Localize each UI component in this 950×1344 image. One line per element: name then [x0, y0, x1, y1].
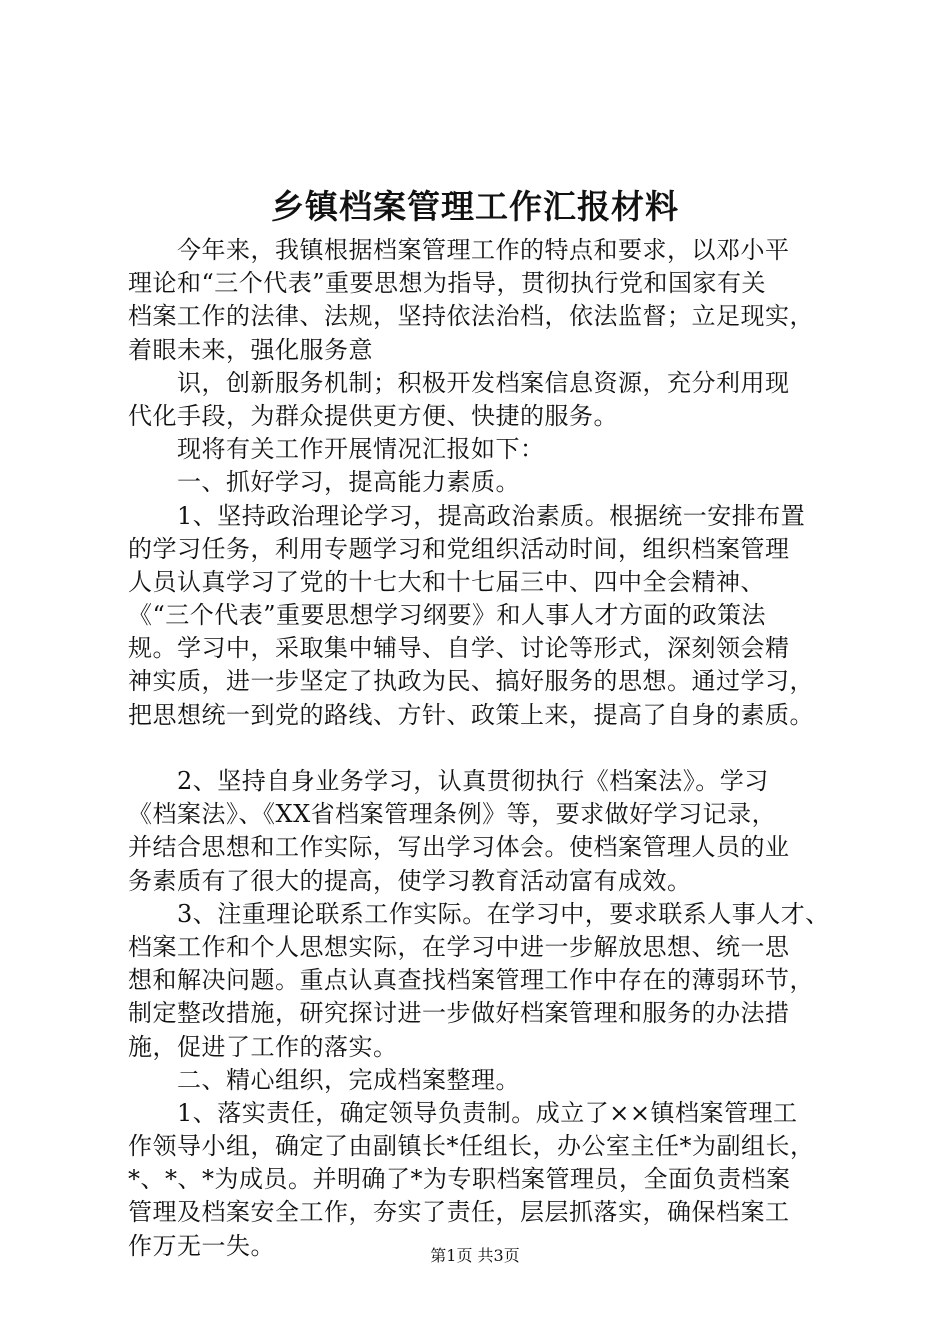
text-line: 2、坚持自身业务学习，认真贯彻执行《档案法》。学习 [128, 767, 769, 795]
page-number-footer: 第1页 共3页 [430, 1246, 520, 1265]
text-line: 管理及档案安全工作，夯实了责任，层层抓落实，确保档案工 [128, 1198, 790, 1227]
text-line: 理论和“三个代表”重要思想为指导，贯彻执行党和国家有关 [128, 269, 767, 298]
text-line: 把思想统一到党的路线、方针、政策上来，提高了自身的素质。 [128, 700, 814, 729]
text-line: 今年来，我镇根据档案管理工作的特点和要求，以邓小平 [128, 236, 790, 264]
text-line: *、*、*为成员。并明确了*为专职档案管理员，全面负责档案 [128, 1165, 791, 1194]
text-line: 想和解决问题。重点认真查找档案管理工作中存在的薄弱环节， [128, 966, 814, 995]
document-body [128, 234, 828, 1263]
section-heading: 一、抓好学习，提高能力素质。 [128, 468, 520, 497]
text-line: 《档案法》、《XX省档案管理条例》等，要求做好学习记录， [128, 800, 777, 829]
document-title: 乡镇档案管理工作汇报材料 [271, 187, 679, 226]
text-line: 作领导小组，确定了由副镇长*任组长，办公室主任*为副组长， [128, 1132, 815, 1161]
section-heading: 二、精心组织，完成档案整理。 [128, 1065, 520, 1094]
text-line: 识，创新服务机制；积极开发档案信息资源，充分利用现 [128, 368, 790, 397]
text-line: 3、注重理论联系工作实际。在学习中，要求联系人事人才、 [128, 899, 830, 928]
text-line: 的学习任务，利用专题学习和党组织活动时间，组织档案管理 [128, 534, 790, 563]
text-line: 1、落实责任，确定领导负责制。成立了××镇档案管理工 [128, 1098, 798, 1127]
text-line: 档案工作和个人思想实际，在学习中进一步解放思想、统一思 [128, 932, 790, 961]
text-line: 务素质有了很大的提高，使学习教育活动富有成效。 [128, 866, 692, 895]
text-line: 并结合思想和工作实际，写出学习体会。使档案管理人员的业 [128, 833, 790, 862]
text-line: 神实质，进一步坚定了执政为民、搞好服务的思想。通过学习， [128, 667, 814, 696]
text-line: 作万无一失。 [128, 1231, 275, 1260]
text-line: 《“三个代表”重要思想学习纲要》和人事人才方面的政策法 [128, 601, 767, 630]
text-line: 施，促进了工作的落实。 [128, 1032, 398, 1061]
text-line: 档案工作的法律、法规，坚持依法治档，依法监督；立足现实， [128, 302, 814, 331]
text-line: 人员认真学习了党的十七大和十七届三中、四中全会精神、 [128, 567, 765, 596]
text-line: 1、坚持政治理论学习，提高政治素质。根据统一安排布置 [128, 501, 806, 530]
text-line: 规。学习中，采取集中辅导、自学、讨论等形式，深刻领会精 [128, 634, 790, 663]
text-line: 代化手段，为群众提供更方便、快捷的服务。 [128, 401, 618, 430]
blank-line [128, 732, 828, 765]
text-line: 制定整改措施，研究探讨进一步做好档案管理和服务的办法措 [128, 999, 790, 1028]
text-line: 着眼未来，强化服务意 [128, 335, 373, 364]
text-line: 现将有关工作开展情况汇报如下： [128, 435, 545, 464]
